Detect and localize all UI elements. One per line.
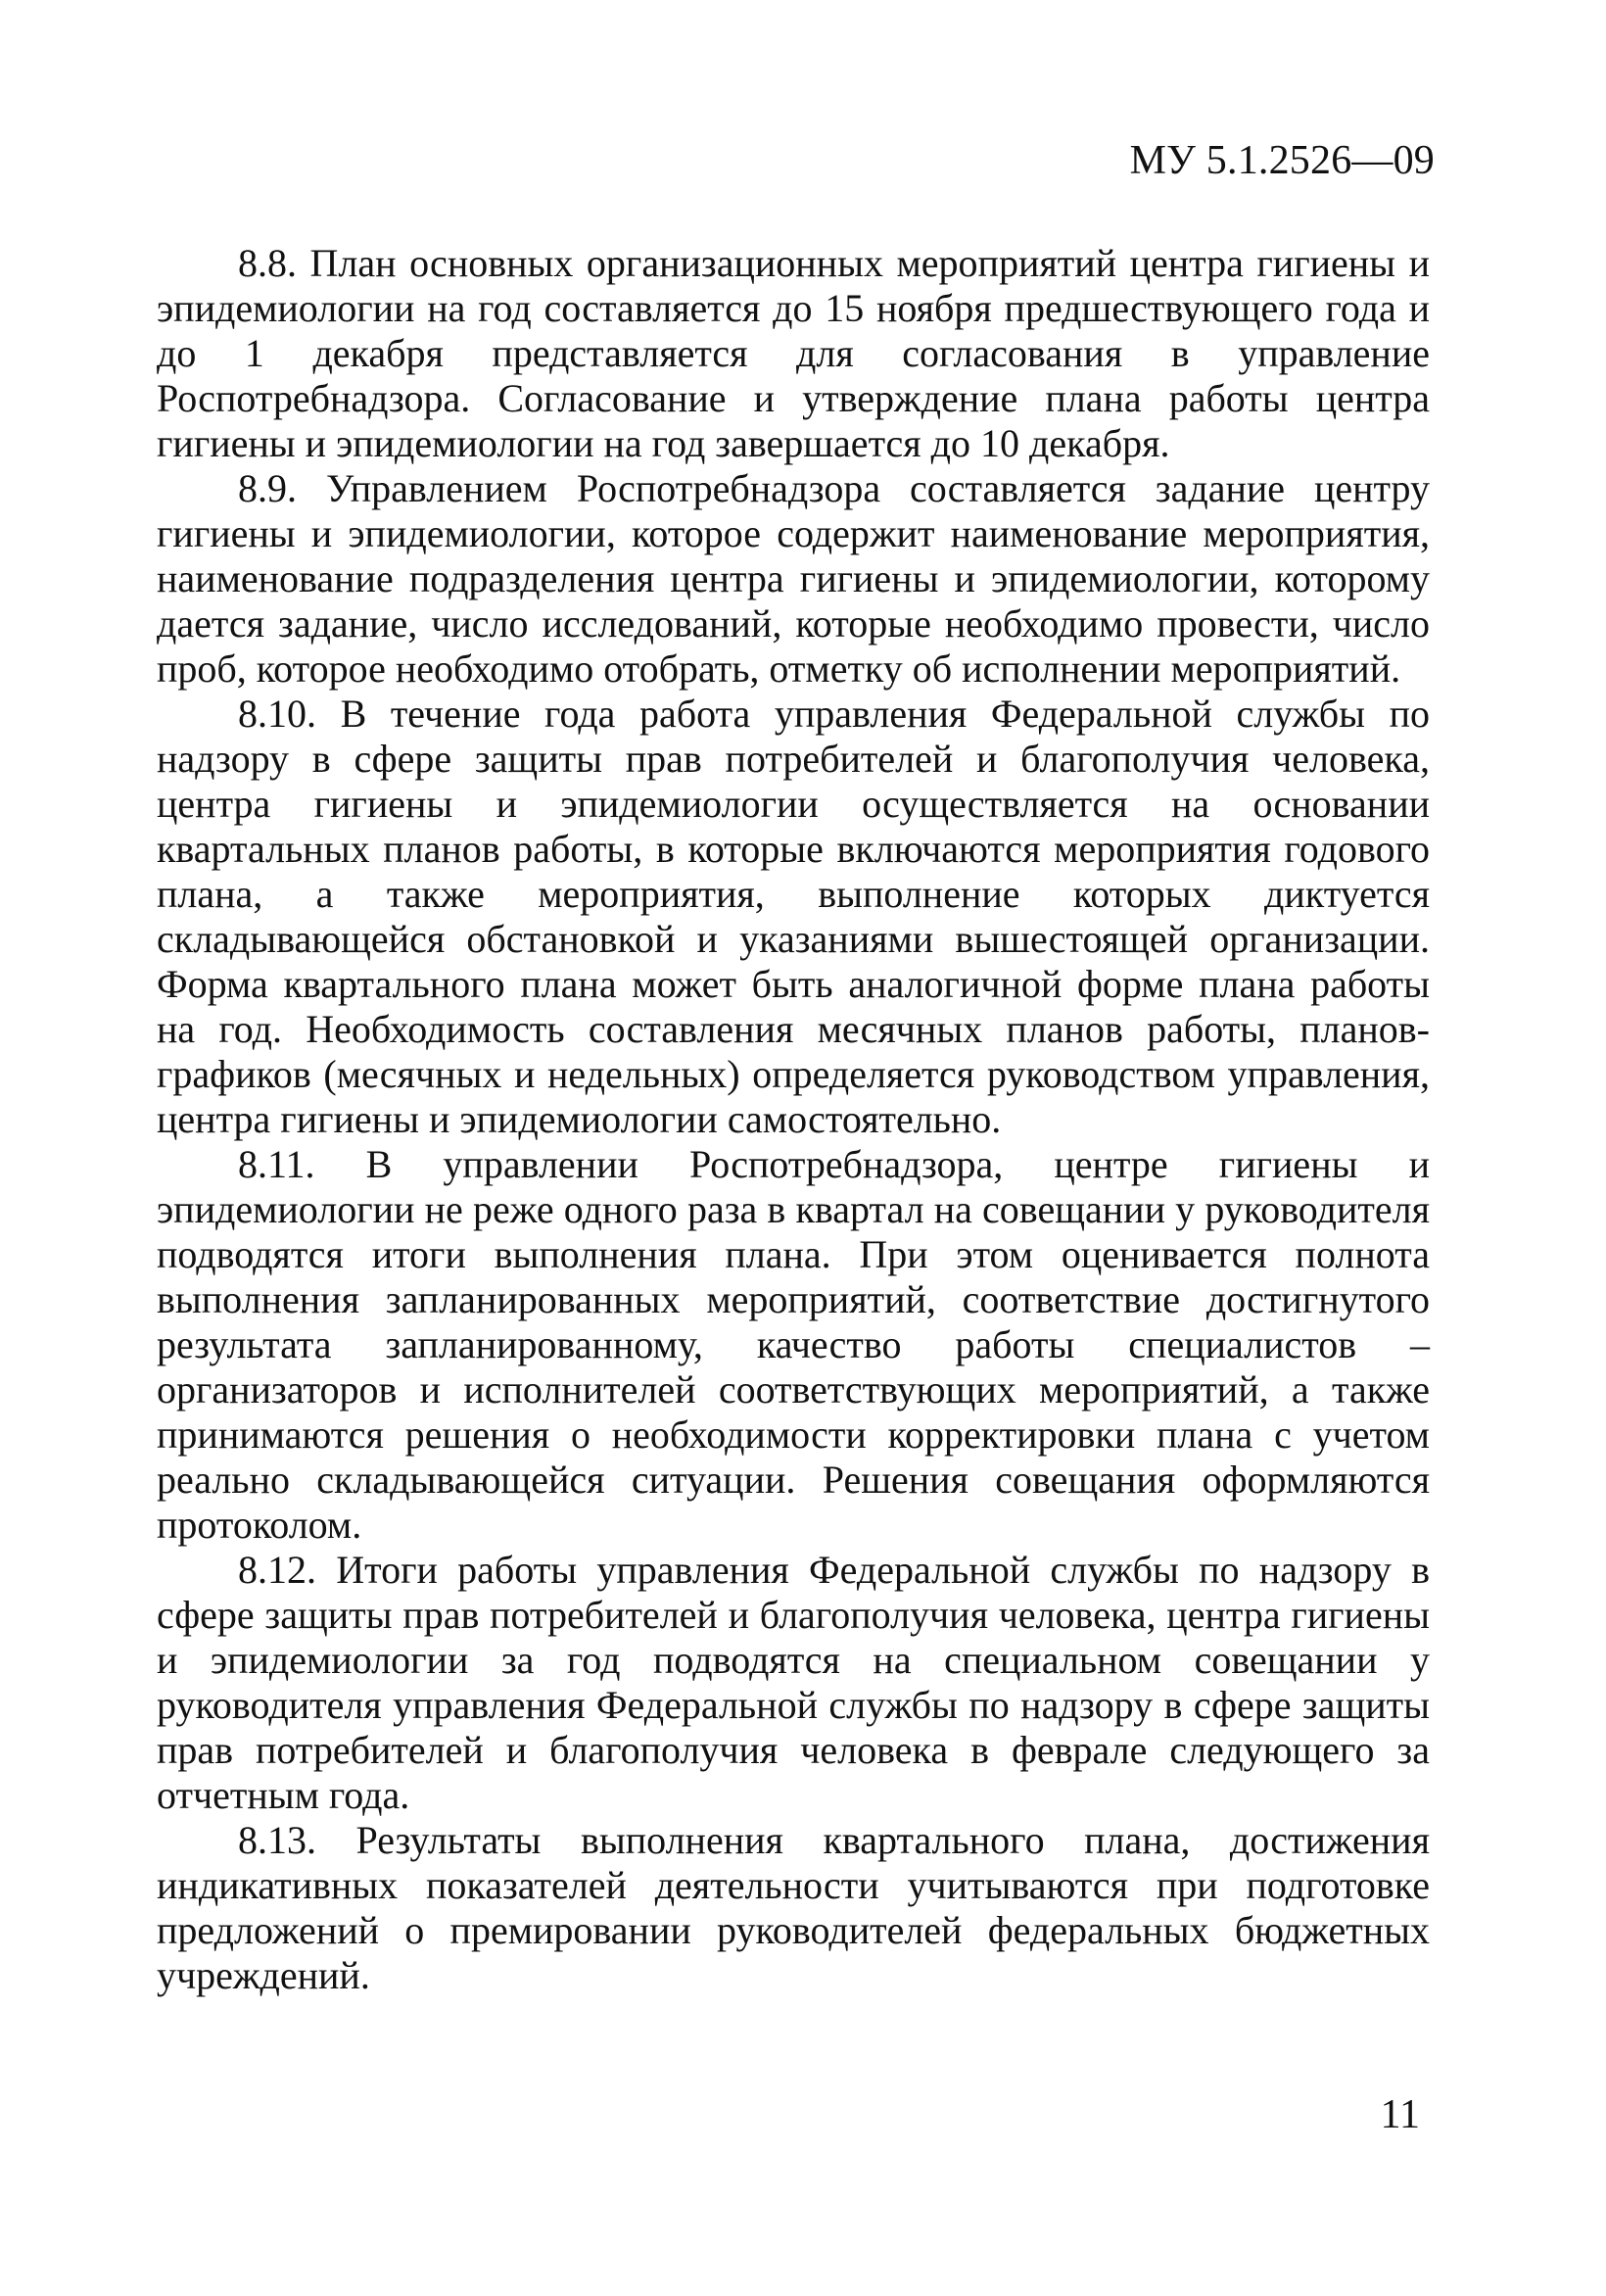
paragraph-8-8: 8.8. План основных организационных мероприятий центра гигиены и эпидемиологии на год составляется до 15 ноября предшествующего года и до 1 декабря представляется для согласования в управление Роспотребнадзора. Согласование и утверждение плана работы центра гигиены и эпидемиологии на год завершается до 10 декабря. — [157, 241, 1430, 465]
paragraph-8-11: 8.11. В управлении Роспотребнадзора, центре гигиены и эпидемиологии не реже одного раза в квартал на совещании у руководителя подводятся итоги выполнения плана. При этом оценивается полнота выполнения запланированных мероприятий, соответствие достигнутого результата запланированному, качество работы специалистов – организаторов и исполнителей соответствующих мероприятий, а также принимаются решения о необходимости корректировки плана с учетом реально складывающейся ситуации. Решения совещания оформляются протоколом. — [157, 1142, 1430, 1547]
paragraph-8-9: 8.9. Управлением Роспотребнадзора составляется задание центру гигиены и эпидемиологии, которое содержит наименование мероприятия, наименование подразделения центра гигиены и эпидемиологии, которому дается задание, число исследований, которые необходимо провести, число проб, которое необходимо отобрать, отметку об исполнении мероприятий. — [157, 466, 1430, 691]
page-number: 11 — [1380, 2092, 1420, 2137]
document-body — [157, 241, 1430, 1998]
paragraph-8-10: 8.10. В течение года работа управления Федеральной службы по надзору в сфере защиты прав потребителей и благополучия человека, центра гигиены и эпидемиологии осуществляется на основании квартальных планов работы, в которые включаются мероприятия годового плана, а также мероприятия, выполнение которых диктуется складывающейся обстановкой и указаниями вышестоящей организации. Форма квартального плана может быть аналогичной форме плана работы на год. Необходимость составления месячных планов работы, планов-графиков (месячных и недельных) определяется руководством управления, центра гигиены и эпидемиологии самостоятельно. — [157, 692, 1430, 1141]
document-code-header: МУ 5.1.2526—09 — [1129, 138, 1435, 183]
paragraph-8-12: 8.12. Итоги работы управления Федеральной службы по надзору в сфере защиты прав потребителей и благополучия человека, центра гигиены и эпидемиологии за год подводятся на специальном совещании у руководителя управления Федеральной службы по надзору в сфере защиты прав потребителей и благополучия человека в феврале следующего за отчетным года. — [157, 1548, 1430, 1817]
paragraph-8-13: 8.13. Результаты выполнения квартального плана, достижения индикативных показателей деятельности учитываются при подготовке предложений о премировании руководителей федеральных бюджетных учреждений. — [157, 1818, 1430, 1997]
